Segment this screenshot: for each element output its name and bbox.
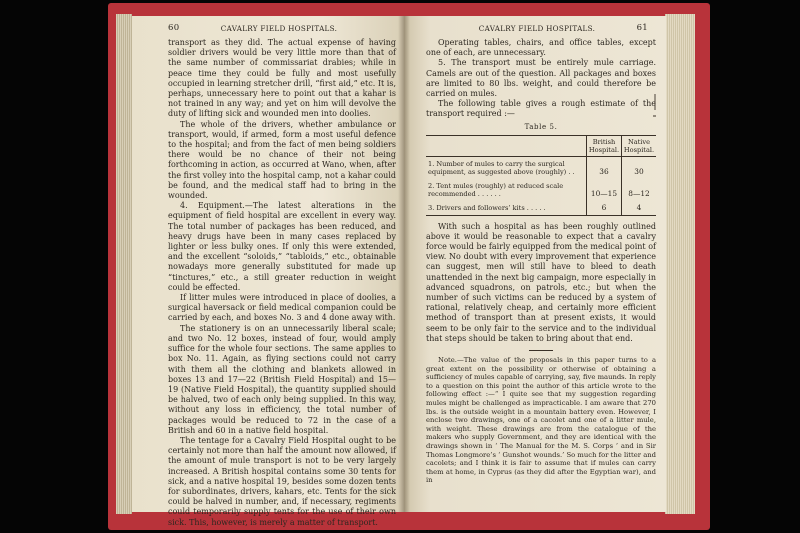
- table-row: [426, 179, 656, 201]
- right-page: [404, 16, 666, 512]
- book-gutter: [398, 16, 410, 512]
- left-paragraph: 4. Equipment.—The latest alterations in the equipment of field hospital are excellent in every way. The total number of packages has been reduced, and heavy drugs have been in many cases replaced by lighter or less bulky ones. If only this were extended, and the excellent “soloids,” “tabloids,” etc., obtainable nowadays more generally substituted for made up “tinctures,” etc., a still greater reduction in weight could be effected.: [168, 201, 396, 292]
- left-paragraph: The tentage for a Cavalry Field Hospital ought to be certainly not more than half the amount now allowed, if the amount of mule transport is not to be very largely increased. A British hospital contains some 30 tents for sick, and a native hospital 19, besides some dozen tents for subordinates, drivers, kahars, etc. Tents for the sick could be halved in number, and, if necessary, regiments could temporarily supply tents for the use of their own sick. This, however, is merely a matter of transport.: [168, 435, 396, 527]
- right-running-head: [426, 24, 648, 33]
- left-paragraph: transport as they did. The actual expense of having soldier drivers would be very little more than that of the same number of commissariat drabies; while in peace time they could be fully and most usefully occupied in learning stretcher drill, “first aid,” etc. It is, perhaps, unnecessary here to point out that a kahar is not trained in any way; and yet on him will devolve the duty of lifting sick and wounded men into doolies.: [168, 38, 396, 119]
- left-page: [132, 16, 404, 527]
- table-caption: Table 5.: [524, 122, 558, 131]
- right-paragraph: With such a hospital as has been roughly outlined above it would be reasonable to expect that a cavalry force would be fairly equipped from the medical point of view. No doubt with every improvement that experience can suggest, men will still have to bleed to death unattended in the next big campaign, more especially in advanced squadrons, on patrols, etc.; but when the number of such victims can be reduced by a system of rational, relatively cheap, and certainly more efficient method of transport than at present exists, it would seem to be only fair to the service and to the individual that steps should be taken to bring about that end.: [426, 221, 656, 343]
- left-page-number: 60: [168, 23, 180, 33]
- table-cell-british: 36: [587, 156, 622, 179]
- right-paragraph: Operating tables, chairs, and office tables, except one of each, are unnecessary.: [426, 38, 656, 58]
- section-rule: [529, 350, 553, 351]
- right-paragraph: The following table gives a rough estimate of the transport required :—: [426, 99, 656, 119]
- table-row: [426, 156, 656, 179]
- right-text-column: [426, 38, 656, 485]
- table-cell-native: 4: [622, 201, 657, 216]
- table-row-label: 3. Drivers and followers’ kits . . . . .: [426, 201, 587, 216]
- table-cell-native: 30: [622, 156, 657, 179]
- table-row-label: 1. Number of mules to carry the surgical equipment, as suggested above (roughly) . .: [428, 159, 575, 176]
- left-paragraph: The stationery is on an unnecessarily liberal scale; and two No. 12 boxes, instead of four, would amply suffice for the whole four sections. The same applies to box No. 11. Again, as flying sections could not carry with them all the clothing and blankets allowed in boxes 13 and 17—22 (British Field Hospital) and 15—19 (Native Field Hospital), the quantity supplied should be halved, two of each only being supplied. In this way, without any loss in efficiency, the total number of packages would be reduced to 72 in the case of a British and 60 in a native field hospital.: [168, 323, 396, 435]
- table-header-british: British Hospital.: [587, 135, 622, 156]
- table-header-blank: [426, 135, 587, 156]
- table-header-native: Native Hospital.: [622, 135, 657, 156]
- footnote: Note.—The value of the proposals in this paper turns to a great extent on the possibility or otherwise of obtaining a sufficiency of mules capable of carrying, say, five maunds. In reply to a question on this point the author of this article wrote to the following effect :—“ I quite see that my suggestion regarding mules might be challenged as impracticable. I am aware that 270 lbs. is the outside weight in a mountain battery even. However, I enclose two drawings, one of a cacolet and one of a litter mule, with weight. These drawings are from the catalogue of the makers who supply Government, and they are identical with the drawings shown in ‘ The Manual for the M. S. Corps ’ and in Sir Thomas Longmore’s ‘ Gunshot wounds.’ So much for the litter and cacolets; and I think it is fair to assume that if mules can carry them at home, in Cyprus (as they did after the Egyptian war), and in: [426, 356, 656, 485]
- page-edges-left: [116, 14, 132, 514]
- left-paragraph: The whole of the drivers, whether ambulance or transport, would, if armed, form a most useful defence to the hospital; and from the fact of men being soldiers there would be no chance of their not being forthcoming in action, as occurred at Wano, when, after the first volley into the hospital camp, not a kahar could be found, and the medical staff had to bring in the wounded.: [168, 119, 396, 201]
- table-cell-british: 6: [587, 201, 622, 216]
- table-cell-british: 10—15: [587, 179, 622, 201]
- right-running-title: CAVALRY FIELD HOSPITALS.: [478, 24, 596, 33]
- left-running-head: [168, 24, 390, 33]
- table-row: [426, 201, 656, 216]
- right-page-number: 61: [636, 23, 648, 33]
- page-edges-right: [665, 14, 695, 514]
- pencil-mark-icon: [650, 92, 660, 132]
- table-row-label: 2. Tent mules (roughly) at reduced scale recommended . . . . . .: [428, 181, 564, 198]
- table-cell-native: 8—12: [622, 179, 657, 201]
- left-text-column: [168, 38, 396, 528]
- transport-table: [426, 135, 656, 216]
- right-paragraph: 5. The transport must be entirely mule carriage. Camels are out of the question. All packages and boxes are limited to 80 lbs. weight, and could therefore be carried on mules.: [426, 58, 656, 99]
- left-paragraph: If litter mules were introduced in place of doolies, a surgical haversack or field medical companion could be carried by each, and boxes No. 3 and 4 done away with.: [168, 293, 396, 323]
- left-running-title: CAVALRY FIELD HOSPITALS.: [220, 24, 338, 33]
